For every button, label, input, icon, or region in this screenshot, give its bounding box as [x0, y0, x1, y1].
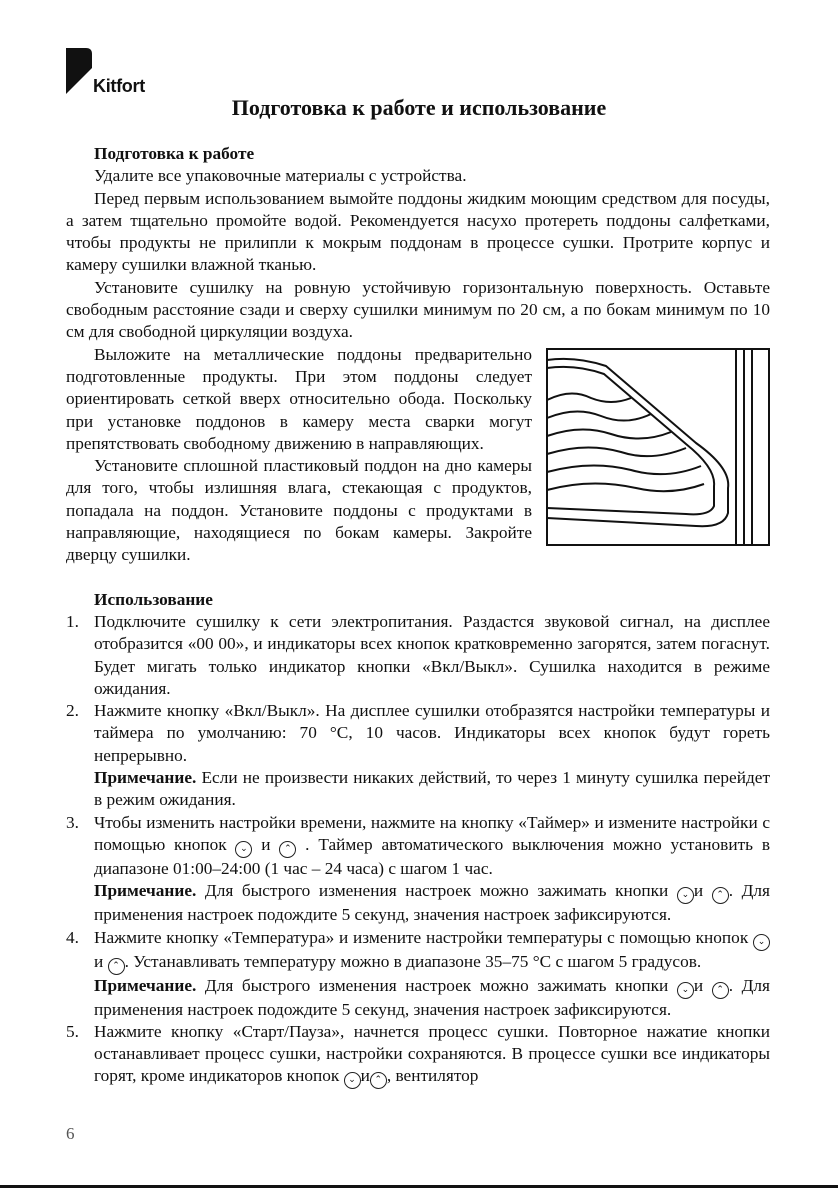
chevron-up-circle-icon: ⌃ — [712, 887, 729, 904]
chevron-up-circle-icon: ⌃ — [279, 841, 296, 858]
list-item — [66, 611, 770, 700]
step-number: 2. — [66, 701, 79, 721]
chevron-down-circle-icon: ⌄ — [235, 841, 252, 858]
note-label: Примечание. — [94, 881, 197, 901]
chevron-up-circle-icon: ⌃ — [370, 1072, 387, 1089]
step-text: Чтобы изменить настройки времени, нажмите на кнопку «Таймер» и измените настройки с помощью кнопок ⌄ и ⌃ . Таймер автоматического выключения можно установить в диапазоне 01:00–24:00 (1 час – 24 часа) с шагом 1 час. — [94, 812, 770, 878]
list-item — [66, 1021, 770, 1090]
note-label: Примечание. — [94, 768, 197, 788]
list-item — [66, 700, 770, 811]
list-item — [66, 812, 770, 927]
document-body — [66, 143, 770, 1089]
tray-illustration — [546, 348, 770, 546]
kitfort-logo-icon — [66, 48, 92, 96]
paragraph: Удалите все упаковочные материалы с устройства. — [94, 166, 467, 186]
paragraph: Перед первым использованием вымойте поддоны жидким моющим средством для посуды, а затем тщательно промойте водой. Рекомендуется насухо протереть поддоны салфетками, чтобы продукты не прилипли к мокрым поддонам в процессе сушки. Протрите корпус и камеру сушилки влажной тканью. — [66, 188, 770, 275]
chevron-up-circle-icon: ⌃ — [712, 982, 729, 999]
step-number: 3. — [66, 812, 79, 832]
step-text: Нажмите кнопку «Температура» и измените настройки температуры с помощью кнопок ⌄и ⌃ . Устанавливать температуру можно в диапазоне 35–75 °С с шагом 5 градусов. — [94, 927, 770, 975]
chevron-down-circle-icon: ⌄ — [677, 982, 694, 999]
list-item — [66, 927, 770, 1021]
step-text: Нажмите кнопку «Вкл/Выкл». На дисплее сушилки отобразятся настройки температуры и таймера по умолчанию: 70 °С, 10 часов. Индикаторы всех кнопок будут гореть непрерывно. — [94, 701, 770, 765]
step-text: Подключите сушилку к сети электропитания. Раздастся звуковой сигнал, на дисплее отобразится «00 00», и индикаторы всех кнопок кратковременно загорятся, затем погаснут. Будет мигать только индикатор кнопки «Вкл/Выкл». Сушилка находится в режиме ожидания. — [94, 611, 770, 698]
steps-list — [66, 611, 770, 1089]
note-text: Если не произвести никаких действий, то через 1 минуту сушилка перейдет в режим ожидания. — [94, 768, 770, 810]
brand-name: Kitfort — [93, 76, 145, 96]
note-label: Примечание. — [94, 975, 197, 995]
note: Примечание. Для быстрого изменения настроек можно зажимать кнопки ⌄ и ⌃ . Для применения настроек подождите 5 секунд, значения настроек зафиксируются. — [94, 975, 770, 1019]
step-number: 5. — [66, 1021, 79, 1041]
chevron-down-circle-icon: ⌄ — [677, 887, 694, 904]
step-number: 4. — [66, 927, 79, 947]
step-text: Нажмите кнопку «Старт/Пауза», начнется процесс сушки. Повторное нажатие кнопки останавливает процесс сушки, настройки сохраняются. В процессе сушки все индикаторы горят, кроме индикаторов кнопок ⌄ и ⌃ , вентилятор — [94, 1021, 770, 1090]
section-heading-use: Использование — [94, 589, 213, 609]
chevron-down-circle-icon: ⌄ — [344, 1072, 361, 1089]
paragraph: Установите сплошной пластиковый поддон на дно камеры для того, чтобы излишняя влага, стекающая с продуктов, попадала на поддон. Установите поддоны с продуктами в направляющие, находящиеся по бокам камеры. Закройте дверцу сушилки. — [66, 456, 532, 565]
page-number: 6 — [66, 1124, 75, 1143]
page-title: Подготовка к работе и использование — [231, 95, 607, 120]
paragraph: Установите сушилку на ровную устойчивую горизонтальную поверхность. Оставьте свободным расстояние сзади и сверху сушилки минимум по 20 см, а по бокам минимум по 10 см для свободной циркуляции воздуха. — [66, 277, 770, 342]
step-number: 1. — [66, 611, 79, 631]
brand-logo — [66, 48, 176, 98]
note: Примечание. Для быстрого изменения настроек можно зажимать кнопки ⌄ и ⌃ . Для применения настроек подождите 5 секунд, значения настроек зафиксируются. — [94, 881, 770, 925]
chevron-down-circle-icon: ⌄ — [753, 934, 770, 951]
paragraph: Выложите на металлические поддоны предварительно подготовленные продукты. При этом поддоны следует ориентировать сеткой вверх относительно обода. Поскольку при установке поддонов в камеру места сварки могут препятствовать свободному движению в направляющих. — [66, 344, 532, 453]
note — [94, 767, 770, 812]
chevron-up-circle-icon: ⌃ — [108, 958, 125, 975]
bottom-rule — [0, 1185, 838, 1188]
section-heading-prep: Подготовка к работе — [94, 144, 255, 163]
